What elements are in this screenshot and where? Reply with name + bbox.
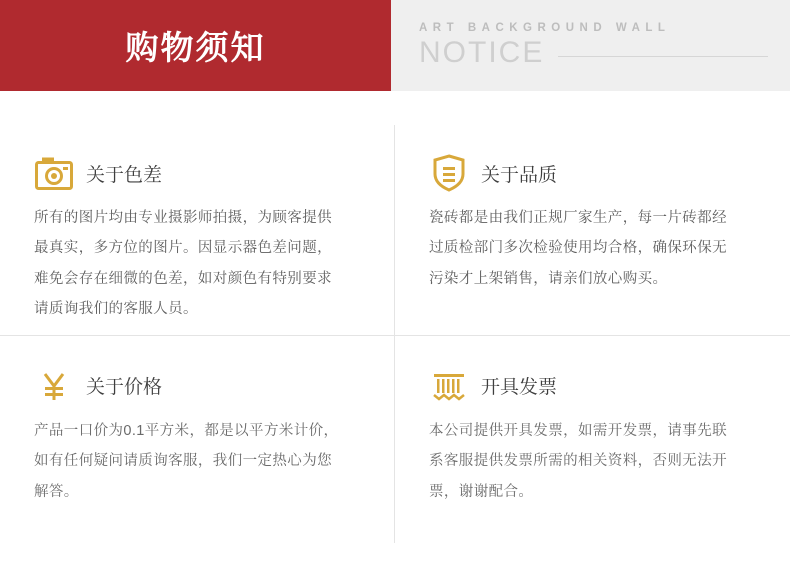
notice-head-quality	[429, 151, 754, 195]
notice-title-color: 关于色差	[86, 164, 163, 186]
notice-body-invoice	[429, 416, 754, 507]
notice-body-color	[34, 203, 358, 325]
notice-title-price: 关于价格	[86, 377, 163, 399]
notice-line: 如有任何疑问请质询客服，我们一定热心为您	[34, 453, 332, 470]
header-notice-en: NOTICE	[419, 35, 545, 69]
notice-head-invoice	[429, 364, 754, 408]
notice-line: 请质询我们的客服人员。	[34, 301, 198, 318]
notice-head-price	[34, 364, 358, 408]
notice-body-price	[34, 416, 358, 507]
notice-line: 解答。	[34, 483, 79, 500]
notice-cell-price	[0, 336, 395, 543]
header-divider-line	[558, 56, 768, 57]
header-subtitle-en: ART BACKGROUND WALL	[419, 21, 671, 34]
notice-grid	[0, 125, 790, 543]
notice-line: 过质检部门多次检验使用均合格，确保环保无	[429, 240, 727, 257]
notice-line: 所有的图片均由专业摄影师拍摄，为顾客提供	[34, 210, 332, 226]
notice-body-quality	[429, 203, 754, 294]
notice-row-bottom	[0, 336, 790, 543]
notice-title-quality: 关于品质	[481, 164, 558, 186]
notice-cell-invoice	[395, 336, 790, 543]
notice-cell-quality	[395, 125, 790, 335]
invoice-icon	[429, 366, 469, 406]
header-notice-row	[419, 36, 790, 70]
notice-line: 票，谢谢配合。	[429, 483, 534, 500]
yen-price-icon	[34, 366, 74, 406]
shield-quality-icon	[429, 153, 469, 193]
page-title: 购物须知	[125, 29, 266, 66]
notice-row-top	[0, 125, 790, 336]
notice-cell-color	[0, 125, 395, 335]
notice-title-invoice: 开具发票	[481, 377, 558, 399]
page-header	[0, 0, 790, 91]
notice-line: 污染才上架销售，请亲们放心购买。	[429, 270, 668, 287]
header-english-block	[391, 0, 790, 91]
notice-line: 瓷砖都是由我们正规厂家生产，每一片砖都经	[429, 210, 727, 226]
notice-head-color	[34, 151, 358, 195]
notice-line: 系客服提供发票所需的相关资料，否则无法开	[429, 453, 727, 470]
header-title-block	[0, 0, 391, 91]
camera-icon	[34, 153, 74, 193]
notice-line: 本公司提供开具发票，如需开发票，请事先联	[429, 422, 727, 439]
notice-line: 最真实，多方位的图片。因显示器色差问题，	[34, 240, 332, 257]
notice-line: 难免会存在细微的色差，如对颜色有特别要求	[34, 270, 332, 287]
header-spacer	[0, 91, 790, 125]
notice-line: 产品一口价为0.1平方米，都是以平方米计价，	[34, 422, 339, 439]
